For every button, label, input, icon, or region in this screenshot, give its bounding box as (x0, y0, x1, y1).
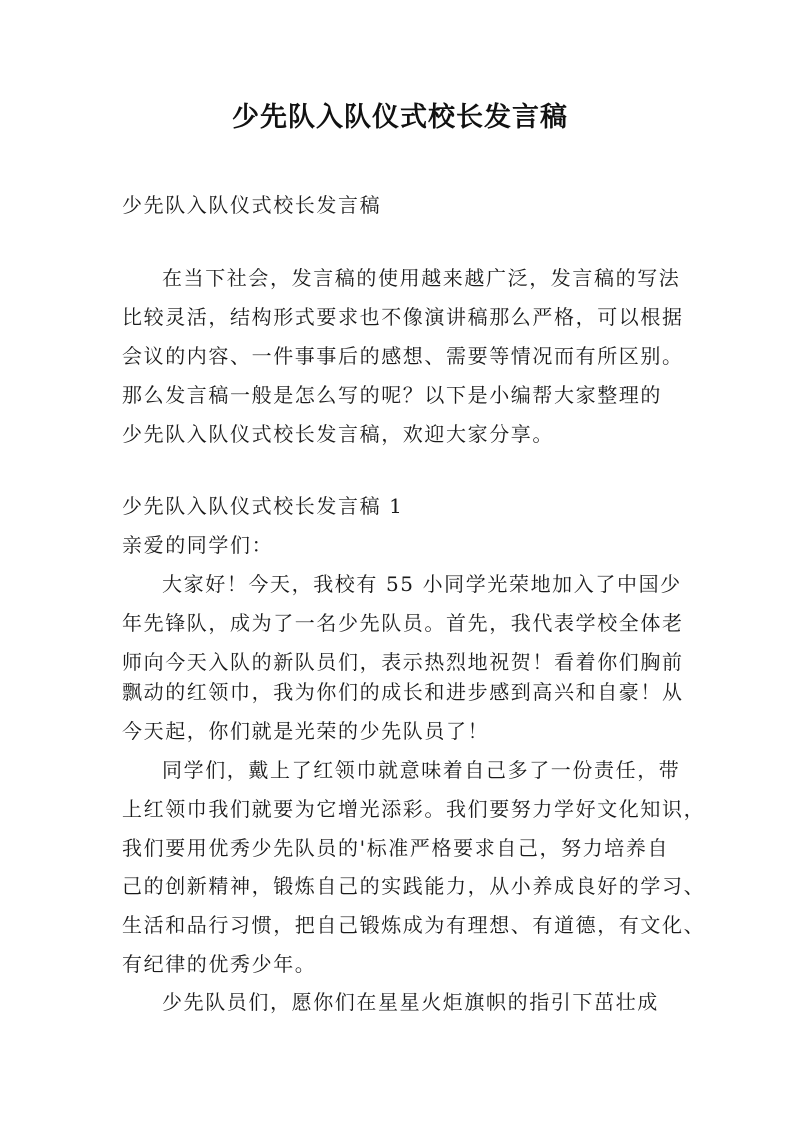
paragraph-2-line-6: 有纪律的优秀少年。 (122, 952, 317, 976)
paragraph-2-line-2: 上红领巾我们就要为它增光添彩。我们要努力学好文化知识， (122, 797, 706, 821)
paragraph-1-line-5: 今天起，你们就是光荣的少先队员了！ (122, 719, 490, 743)
intro-line-5: 少先队入队仪式校长发言稿，欢迎大家分享。 (122, 422, 554, 446)
paragraph-1-line-1: 大家好！今天，我校有 55 小同学光荣地加入了中国少 (162, 572, 682, 596)
intro-line-2: 比较灵活，结构形式要求也不像演讲稿那么严格，可以根据 (122, 305, 684, 329)
paragraph-2-line-5: 生活和品行习惯，把自己锻炼成为有理想、有道德，有文化、 (122, 913, 706, 937)
paragraph-1-line-3: 师向今天入队的新队员们，表示热烈地祝贺！看着你们胸前 (122, 650, 684, 674)
salutation-line: 亲爱的同学们： (122, 533, 274, 557)
paragraph-2-line-4: 己的创新精神，锻炼自己的实践能力，从小养成良好的学习、 (122, 874, 706, 898)
paragraph-1-line-4: 飘动的红领巾，我为你们的成长和进步感到高兴和自豪！从 (122, 680, 684, 704)
subtitle-line: 少先队入队仪式校长发言稿 (122, 193, 382, 217)
section-heading: 少先队入队仪式校长发言稿 1 (122, 494, 404, 518)
intro-line-4: 那么发言稿一般是怎么写的呢？以下是小编帮大家整理的 (122, 383, 662, 407)
paragraph-1-line-2: 年先锋队，成为了一名少先队员。首先，我代表学校全体老 (122, 611, 684, 635)
paragraph-2-line-1: 同学们，戴上了红领巾就意味着自己多了一份责任，带 (162, 758, 681, 782)
intro-line-3: 会议的内容、一件事事后的感想、需要等情况而有所区别。 (122, 344, 684, 368)
intro-line-1: 在当下社会，发言稿的使用越来越广泛，发言稿的写法 (162, 266, 681, 290)
paragraph-2-line-3: 我们要用优秀少先队员的'标准严格要求自己，努力培养自 (122, 836, 670, 860)
paragraph-3-line-1: 少先队员们，愿你们在星星火炬旗帜的指引下茁壮成 (162, 990, 659, 1014)
document-title: 少先队入队仪式校长发言稿 (232, 102, 568, 133)
